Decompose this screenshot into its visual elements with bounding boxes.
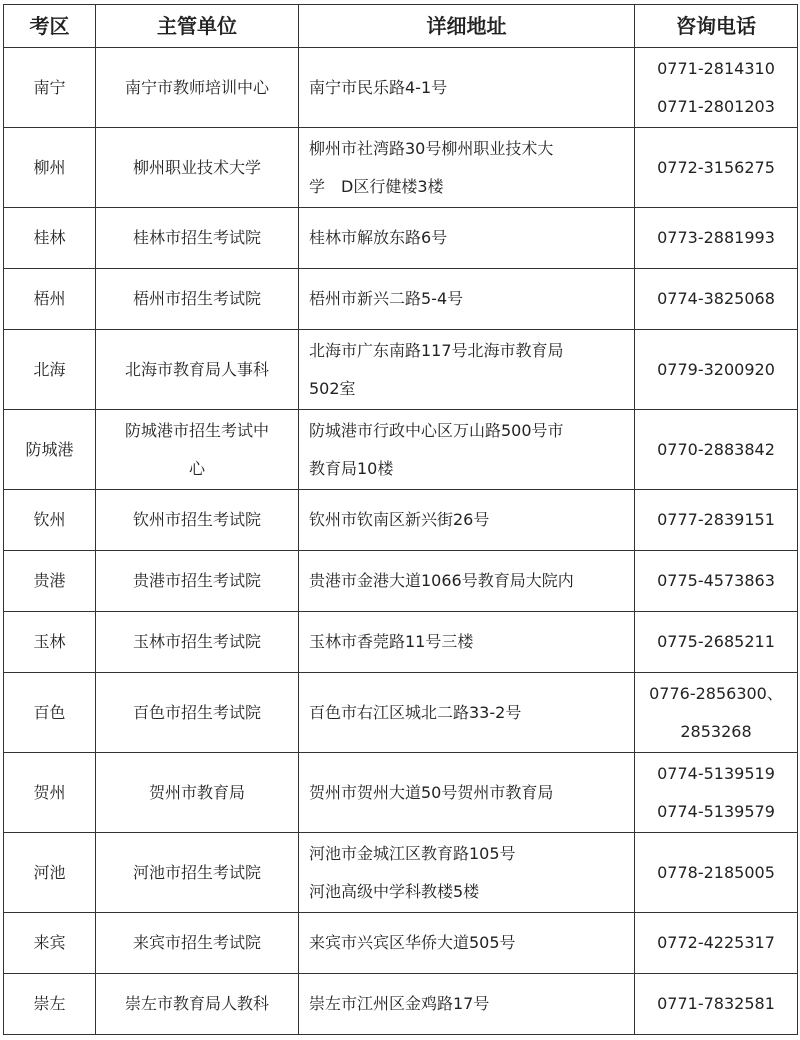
cell-phone bbox=[635, 673, 798, 753]
cell-address-line: 柳州市社湾路30号柳州职业技术大 bbox=[309, 138, 554, 158]
cell-area: 贺州 bbox=[4, 753, 96, 833]
table-row bbox=[4, 612, 798, 673]
cell-phone bbox=[635, 551, 798, 612]
cell-phone-line: 0774-3825068 bbox=[657, 289, 775, 308]
cell-address-line: 百色市右江区城北二路33-2号 bbox=[309, 702, 522, 722]
cell-phone-line: 0777-2839151 bbox=[657, 510, 775, 529]
table-header-row bbox=[4, 5, 798, 48]
table-row bbox=[4, 913, 798, 974]
cell-unit-line: 百色市招生考试院 bbox=[132, 702, 261, 722]
cell-unit-line: 钦州市招生考试院 bbox=[132, 510, 261, 529]
cell-address bbox=[299, 551, 635, 612]
cell-address-line: 来宾市兴宾区华侨大道505号 bbox=[309, 933, 516, 952]
table-body bbox=[4, 48, 798, 1035]
cell-phone-line: 0774-5139579 bbox=[657, 801, 775, 821]
table-row bbox=[4, 833, 798, 913]
cell-address-line: 贵港市金港大道1066号教育局大院内 bbox=[309, 571, 574, 590]
cell-address bbox=[299, 48, 635, 128]
cell-phone-line: 0770-2883842 bbox=[657, 439, 775, 459]
cell-unit-line: 南宁市教师培训中心 bbox=[124, 77, 269, 97]
cell-unit-line: 北海市教育局人事科 bbox=[124, 359, 269, 379]
cell-unit-line: 来宾市招生考试院 bbox=[132, 933, 261, 952]
header-phone: 咨询电话 bbox=[635, 5, 798, 48]
cell-area: 百色 bbox=[4, 673, 96, 753]
cell-area: 柳州 bbox=[4, 128, 96, 208]
cell-address-line: 桂林市解放东路6号 bbox=[309, 228, 448, 247]
cell-unit-line: 河池市招生考试院 bbox=[132, 862, 261, 882]
cell-unit bbox=[96, 48, 299, 128]
cell-address bbox=[299, 913, 635, 974]
table-row bbox=[4, 753, 798, 833]
cell-unit bbox=[96, 128, 299, 208]
exam-contact-table bbox=[3, 4, 798, 1035]
cell-phone-line: 0771-2801203 bbox=[657, 96, 775, 116]
cell-area: 来宾 bbox=[4, 913, 96, 974]
cell-area: 钦州 bbox=[4, 490, 96, 551]
cell-phone-line: 0772-3156275 bbox=[657, 157, 775, 177]
cell-address-line: 梧州市新兴二路5-4号 bbox=[309, 289, 464, 308]
cell-unit bbox=[96, 551, 299, 612]
header-area: 考区 bbox=[4, 5, 96, 48]
cell-phone-line: 2853268 bbox=[680, 721, 752, 741]
cell-address bbox=[299, 128, 635, 208]
cell-unit bbox=[96, 330, 299, 410]
cell-area: 崇左 bbox=[4, 974, 96, 1035]
cell-unit-line: 柳州职业技术大学 bbox=[132, 157, 261, 177]
cell-address bbox=[299, 753, 635, 833]
cell-unit bbox=[96, 269, 299, 330]
cell-phone bbox=[635, 48, 798, 128]
cell-phone-line: 0772-4225317 bbox=[657, 933, 775, 952]
cell-phone bbox=[635, 128, 798, 208]
cell-unit-line: 梧州市招生考试院 bbox=[132, 289, 261, 308]
cell-address bbox=[299, 269, 635, 330]
cell-phone bbox=[635, 753, 798, 833]
table-row bbox=[4, 410, 798, 490]
cell-address bbox=[299, 974, 635, 1035]
cell-phone-line: 0774-5139519 bbox=[657, 763, 775, 783]
cell-phone bbox=[635, 208, 798, 269]
cell-unit bbox=[96, 612, 299, 673]
table-row bbox=[4, 269, 798, 330]
cell-phone bbox=[635, 913, 798, 974]
cell-unit-line: 防城港市招生考试中 bbox=[124, 420, 269, 440]
cell-unit bbox=[96, 673, 299, 753]
cell-unit-line: 玉林市招生考试院 bbox=[132, 632, 261, 651]
cell-unit bbox=[96, 974, 299, 1035]
cell-address-line: 教育局10楼 bbox=[309, 458, 394, 478]
cell-address-line: 玉林市香莞路11号三楼 bbox=[309, 632, 474, 651]
cell-unit bbox=[96, 410, 299, 490]
cell-area: 河池 bbox=[4, 833, 96, 913]
cell-unit-line: 桂林市招生考试院 bbox=[132, 228, 261, 247]
cell-address-line: 南宁市民乐路4-1号 bbox=[309, 77, 448, 97]
cell-address bbox=[299, 410, 635, 490]
cell-unit bbox=[96, 913, 299, 974]
cell-address-line: 钦州市钦南区新兴街26号 bbox=[309, 510, 490, 529]
cell-area: 防城港 bbox=[4, 410, 96, 490]
table-row bbox=[4, 330, 798, 410]
header-address: 详细地址 bbox=[299, 5, 635, 48]
cell-address-line: 崇左市江州区金鸡路17号 bbox=[309, 994, 490, 1013]
cell-phone bbox=[635, 612, 798, 673]
table-row bbox=[4, 48, 798, 128]
cell-phone bbox=[635, 974, 798, 1035]
cell-unit bbox=[96, 208, 299, 269]
table-row bbox=[4, 490, 798, 551]
cell-address bbox=[299, 330, 635, 410]
cell-phone bbox=[635, 490, 798, 551]
cell-area: 桂林 bbox=[4, 208, 96, 269]
cell-address bbox=[299, 208, 635, 269]
header-unit: 主管单位 bbox=[96, 5, 299, 48]
cell-address-line: 北海市广东南路117号北海市教育局 bbox=[309, 340, 564, 360]
cell-address-line: 防城港市行政中心区万山路500号市 bbox=[309, 420, 564, 440]
cell-address bbox=[299, 833, 635, 913]
cell-unit bbox=[96, 753, 299, 833]
cell-phone-line: 0775-4573863 bbox=[657, 571, 775, 590]
cell-phone bbox=[635, 833, 798, 913]
cell-address bbox=[299, 490, 635, 551]
cell-area: 南宁 bbox=[4, 48, 96, 128]
cell-phone-line: 0776-2856300、 bbox=[649, 683, 783, 703]
cell-area: 北海 bbox=[4, 330, 96, 410]
cell-address-line: 502室 bbox=[309, 378, 356, 398]
cell-area: 贵港 bbox=[4, 551, 96, 612]
cell-phone-line: 0771-2814310 bbox=[657, 58, 775, 78]
cell-area: 玉林 bbox=[4, 612, 96, 673]
cell-unit-line: 贺州市教育局 bbox=[148, 782, 245, 802]
cell-phone-line: 0773-2881993 bbox=[657, 228, 775, 247]
cell-phone bbox=[635, 269, 798, 330]
cell-unit bbox=[96, 490, 299, 551]
cell-address bbox=[299, 612, 635, 673]
cell-unit-line: 心 bbox=[188, 458, 205, 478]
table-row bbox=[4, 551, 798, 612]
table-row bbox=[4, 673, 798, 753]
cell-phone-line: 0778-2185005 bbox=[657, 862, 775, 882]
cell-phone bbox=[635, 330, 798, 410]
table-row bbox=[4, 974, 798, 1035]
cell-phone-line: 0771-7832581 bbox=[657, 994, 775, 1013]
cell-area: 梧州 bbox=[4, 269, 96, 330]
cell-phone-line: 0779-3200920 bbox=[657, 359, 775, 379]
cell-unit bbox=[96, 833, 299, 913]
table-row bbox=[4, 128, 798, 208]
cell-address-line: 学 D区行健楼3楼 bbox=[309, 176, 444, 196]
cell-unit-line: 贵港市招生考试院 bbox=[132, 571, 261, 590]
cell-address-line: 河池高级中学科教楼5楼 bbox=[309, 881, 480, 901]
cell-address-line: 河池市金城江区教育路105号 bbox=[309, 843, 516, 863]
cell-address-line: 贺州市贺州大道50号贺州市教育局 bbox=[309, 782, 554, 802]
cell-unit-line: 崇左市教育局人教科 bbox=[124, 994, 269, 1013]
cell-phone bbox=[635, 410, 798, 490]
table-row bbox=[4, 208, 798, 269]
cell-phone-line: 0775-2685211 bbox=[657, 632, 775, 651]
cell-address bbox=[299, 673, 635, 753]
